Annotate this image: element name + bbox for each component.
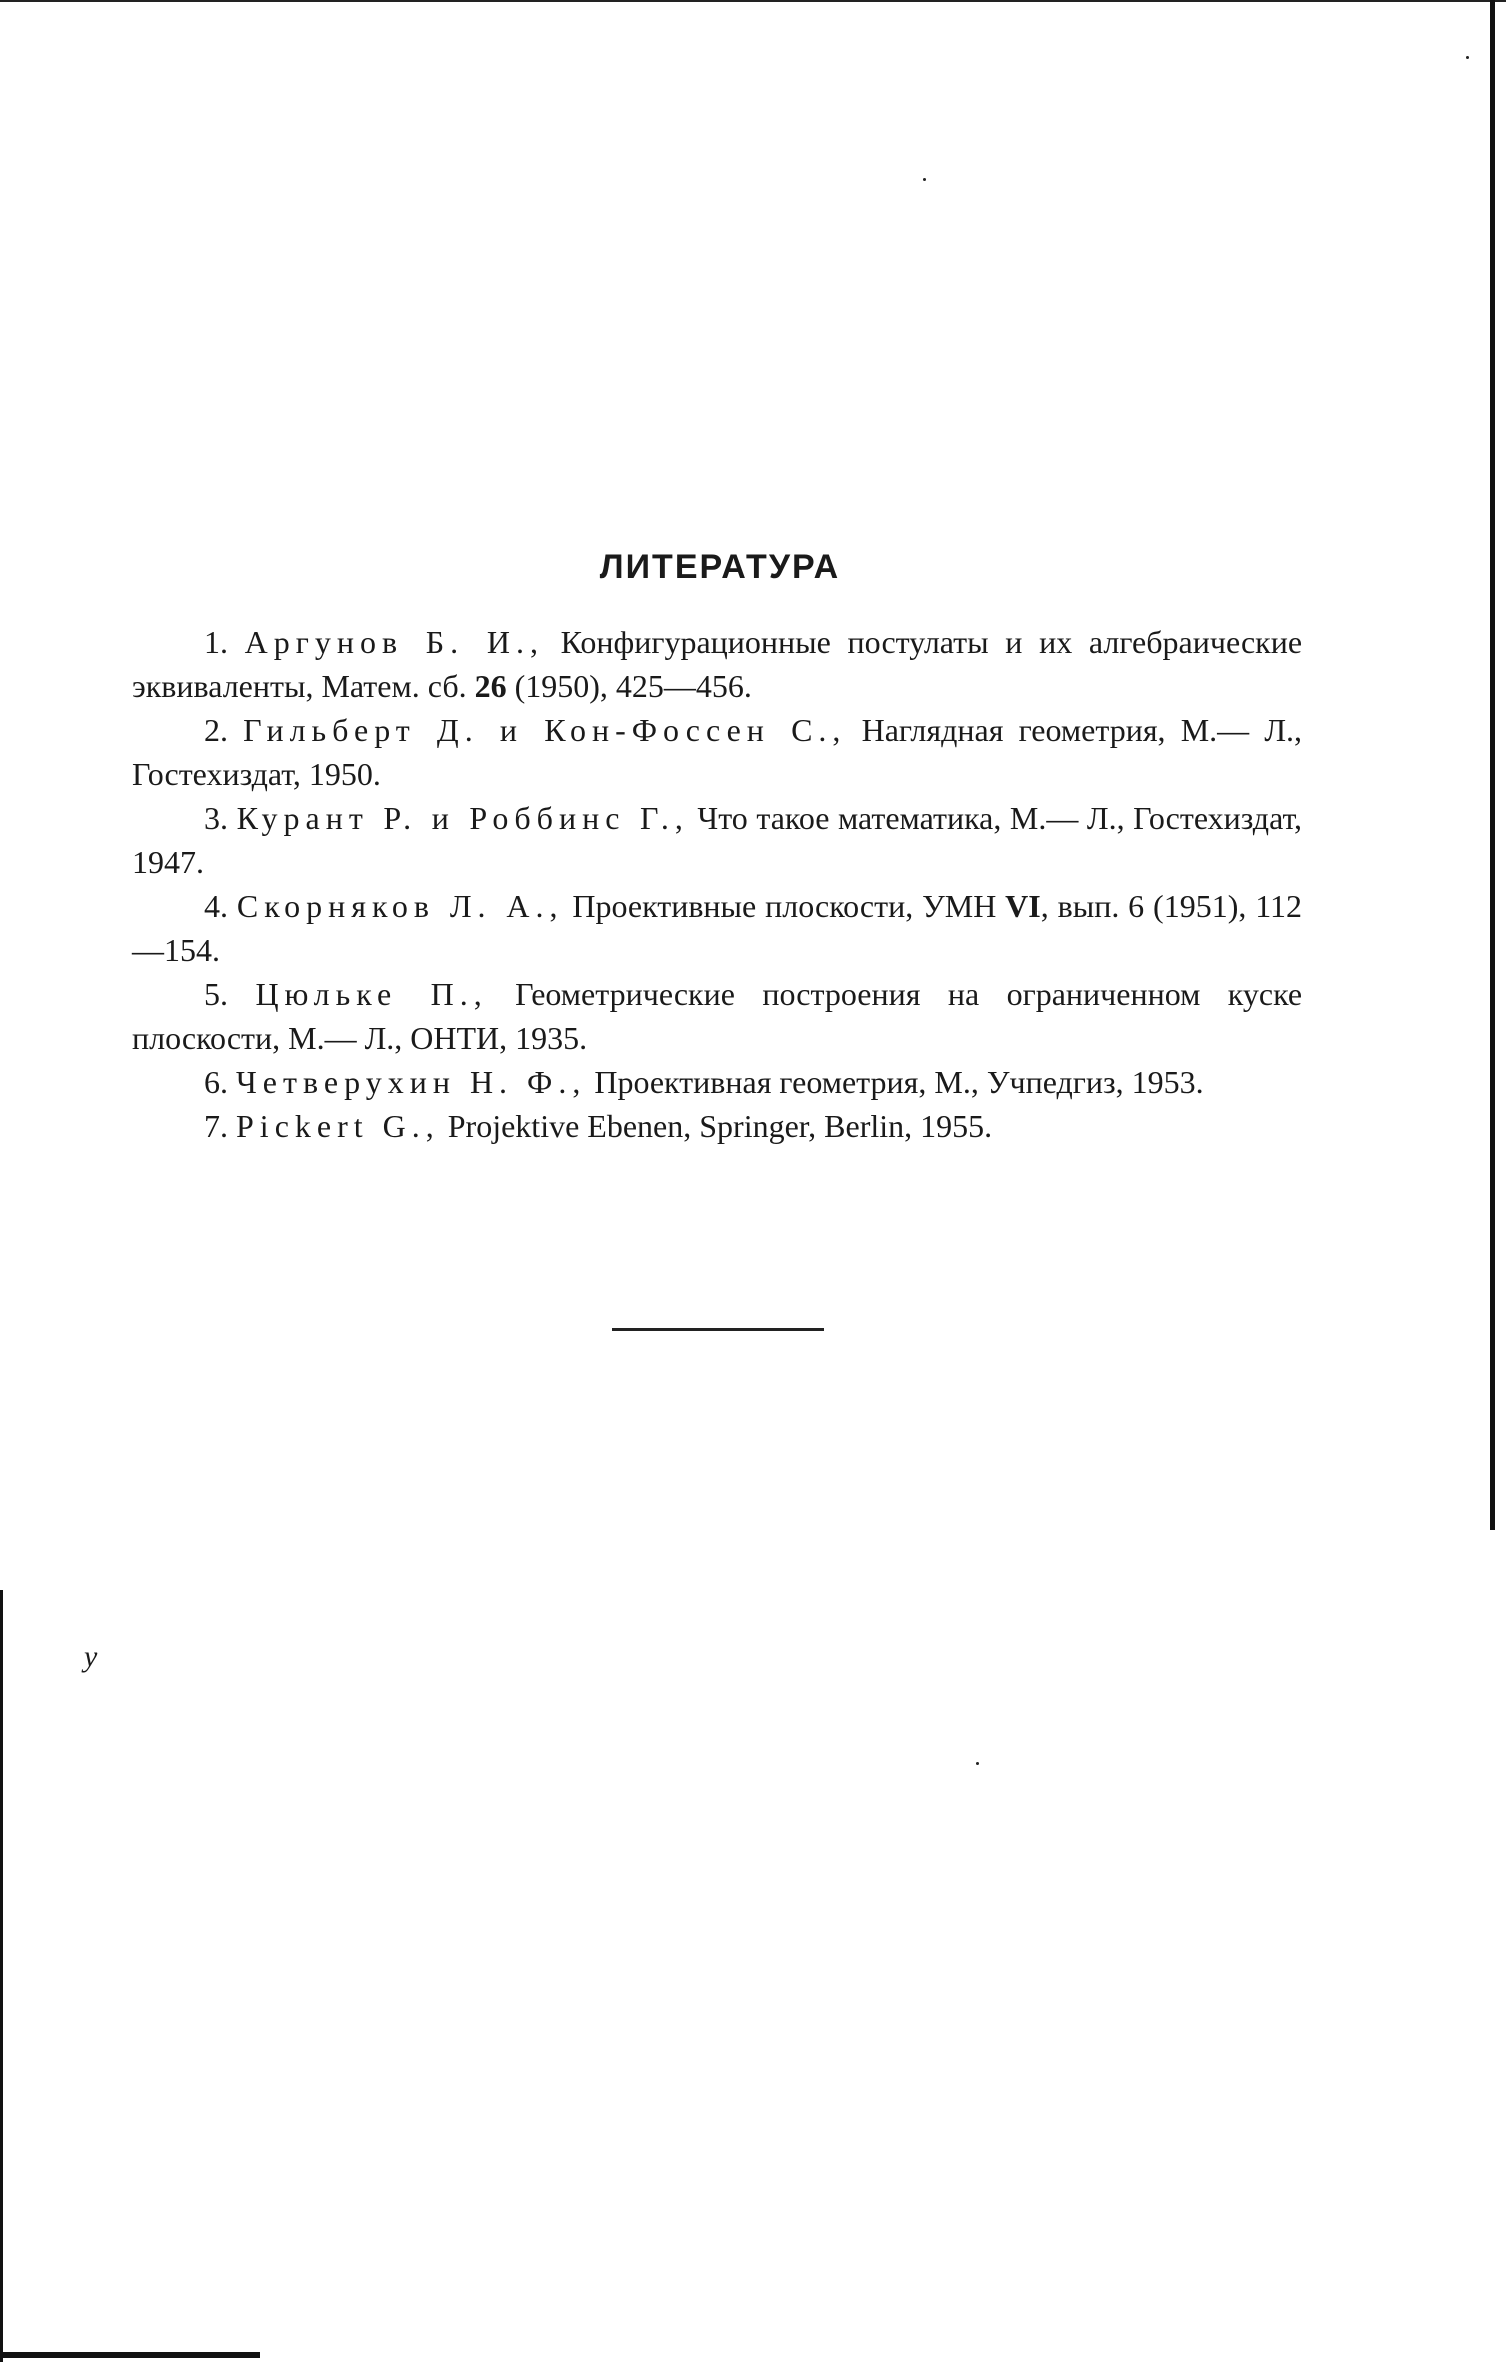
scan-edge-top — [0, 0, 1506, 2]
reference-number: 4. — [204, 888, 228, 924]
reference-number: 2. — [204, 712, 228, 748]
reference-tail: (1950), 425—456. — [506, 668, 752, 704]
reference-number: 5. — [204, 976, 228, 1012]
reference-item — [132, 1060, 1302, 1104]
reference-number: 1. — [204, 624, 228, 660]
reference-text: Конфигурационные постулаты и их алгебраические эквиваленты, Матем. сб. — [132, 624, 1303, 704]
reference-item — [132, 796, 1302, 884]
reference-number: 6. — [204, 1064, 228, 1100]
scan-speck — [976, 1762, 979, 1765]
reference-text: Наглядная геометрия, М.— Л., Гостехиздат, 1950. — [132, 712, 1303, 792]
reference-tail: , вып. 6 (1951), 112—154. — [132, 888, 1303, 968]
reference-author: Скорняков Л. А., — [236, 888, 564, 924]
reference-item — [132, 972, 1302, 1060]
scan-speck — [1466, 56, 1469, 59]
closing-rule — [612, 1328, 824, 1331]
reference-text: Проективные плоскости, УМН — [563, 888, 1006, 924]
scan-edge-left — [0, 1590, 3, 2362]
scan-edge-right — [1490, 0, 1495, 1530]
reference-author: Pickert G., — [236, 1108, 440, 1144]
scan-speck — [923, 178, 926, 181]
reference-text: Геометрические построения на ограниченном куске плоскости, М.— Л., ОНТИ, 1935. — [132, 976, 1303, 1056]
reference-volume: VI — [1005, 888, 1041, 924]
page-title: ЛИТЕРАТУРА — [599, 548, 841, 586]
reference-volume: 26 — [474, 668, 507, 704]
reference-author: Курант Р. и Роббинс Г., — [236, 800, 689, 836]
reference-item — [132, 1104, 1302, 1148]
scan-edge-bottom — [0, 2352, 260, 2358]
reference-author: Цюльке П., — [255, 976, 488, 1012]
reference-text: Projektive Ebenen, Springer, Berlin, 1955. — [439, 1108, 993, 1144]
reference-item — [132, 620, 1302, 708]
reference-number: 7. — [204, 1108, 228, 1144]
reference-number: 3. — [204, 800, 228, 836]
reference-author: Четверухин Н. Ф., — [236, 1064, 587, 1100]
reference-author: Гильберт Д. и Кон-Фоссен С., — [243, 712, 847, 748]
reference-item — [132, 884, 1302, 972]
margin-mark: у — [84, 1640, 98, 1673]
reference-text: Проективная геометрия, М., Учпедгиз, 1953. — [586, 1064, 1204, 1100]
reference-text: Что такое математика, М.— Л., Гостехиздат, 1947. — [132, 800, 1303, 880]
reference-author: Аргунов Б. И., — [244, 624, 544, 660]
reference-item — [132, 708, 1302, 796]
reference-list — [132, 620, 1302, 1148]
